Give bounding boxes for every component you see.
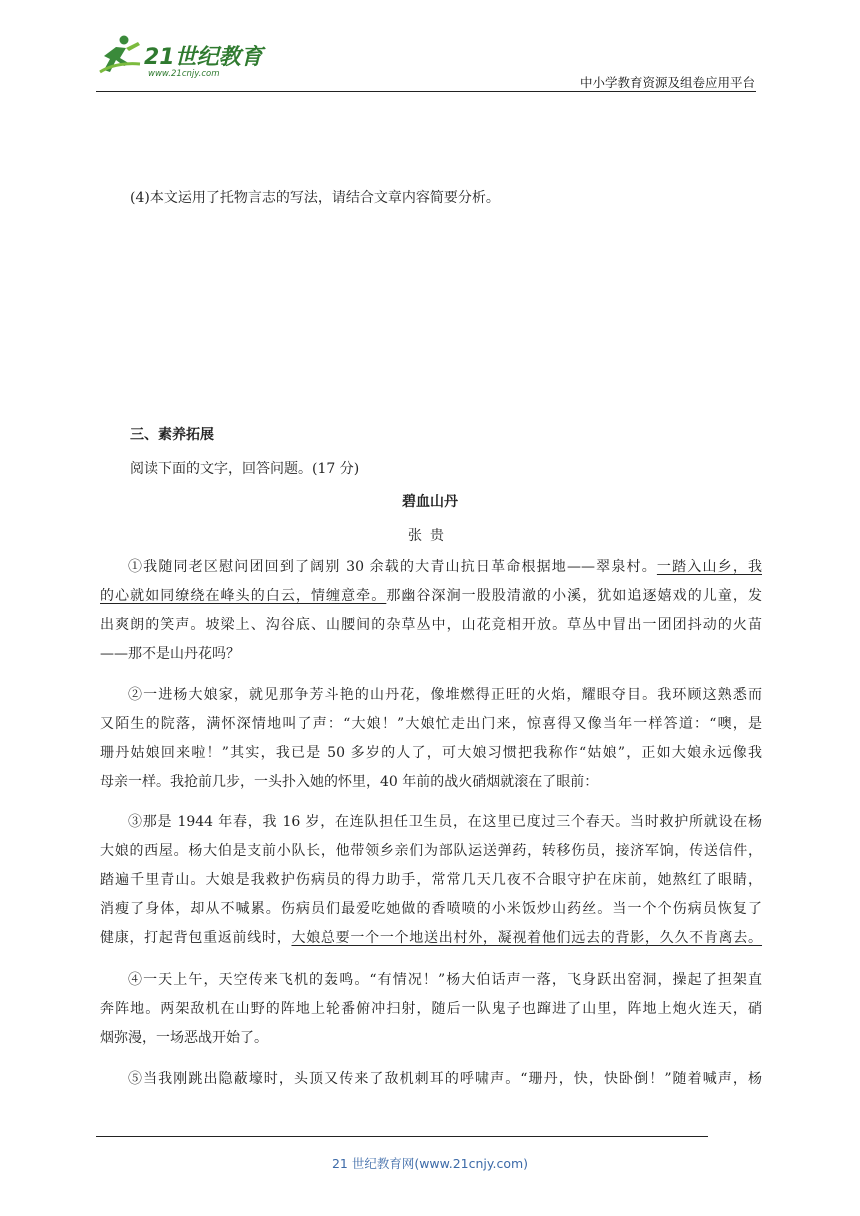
p3-line: ③那是 1944 年春，我 16 岁，在连队担任卫生员，在这里已度过三个春天。当时救护所就设在杨 <box>128 814 762 830</box>
p2-line: ②一进杨大娘家，就见那争芳斗艳的山丹花，像堆燃得正旺的火焰，耀眼夺目。我环顾这熟悉而 <box>128 687 762 703</box>
p1-line: 出爽朗的笑声。坡梁上、沟谷底、山腰间的杂草丛中，山花竞相开放。草丛中冒出一团团抖动的火苗 <box>100 617 762 633</box>
p1-line: ——那不是山丹花吗？ <box>100 646 240 662</box>
p3-underlined-sentence: 大娘总要一个一个地送出村外，凝视着他们远去的背影，久久不肯离去。 <box>291 930 763 946</box>
article-author: 张贵 <box>408 528 452 544</box>
header-divider <box>96 91 756 92</box>
p1-text: ①我随同老区慰问团回到了阔别 30 余载的大青山抗日革命根据地——翠泉村。 <box>128 559 657 575</box>
p5-line: ⑤当我刚跳出隐蔽壕时，头顶又传来了敌机刺耳的呼啸声。“珊丹，快，快卧倒！”随着喊声，杨 <box>128 1071 762 1087</box>
paragraph-1 <box>100 553 762 669</box>
footer-divider <box>96 1136 708 1137</box>
runner-logo-icon <box>96 34 266 80</box>
section-instructions: 阅读下面的文字，回答问题。(17 分) <box>130 461 360 477</box>
p2-line: 母亲一样。我抢前几步，一头扑入她的怀里，40 年前的战火硝烟就滚在了眼前： <box>100 774 599 790</box>
page-header <box>0 0 860 100</box>
paragraph-5 <box>100 1065 762 1094</box>
paragraph-3 <box>100 808 762 953</box>
footer-link[interactable]: 21 世纪教育网(www.21cnjy.com) <box>331 1156 529 1171</box>
p1-underlined-sentence-cont: 的心就如同缭绕在峰头的白云，情缠意牵。 <box>100 588 387 604</box>
p2-line: 又陌生的院落，满怀深情地叫了声：“大娘！”大娘忙走出门来，惊喜得又像当年一样答道：“噢，是 <box>100 716 762 732</box>
question-4: (4)本文运用了托物言志的写法，请结合文章内容简要分析。 <box>130 190 500 206</box>
p1-text: 那幽谷深涧一股股清澈的小溪，犹如追逐嬉戏的儿童，发 <box>386 588 763 604</box>
p3-line: 消瘦了身体，却从不喊累。伤病员们最爱吃她做的香喷喷的小米饭炒山药丝。当一个个伤病员恢复了 <box>100 901 762 917</box>
p2-line: 珊丹姑娘回来啦！”其实，我已是 50 多岁的人了，可大娘习惯把我称作“姑娘”，正如大娘永远像我 <box>100 745 762 761</box>
logo-url: www.21cnjy.com <box>148 69 220 79</box>
p3-line: 大娘的西屋。杨大伯是支前小队长，他带领乡亲们为部队运送弹药，转移伤员，接济军饷，传送信件， <box>100 843 762 859</box>
article-title: 碧血山丹 <box>402 494 458 510</box>
paragraph-4 <box>100 966 762 1053</box>
p3-line: 踏遍千里青山。大娘是我救护伤病员的得力助手，常常几天几夜不合眼守护在床前，她熬红了眼睛， <box>100 872 762 888</box>
paragraph-2 <box>100 681 762 797</box>
site-logo[interactable] <box>96 34 266 80</box>
p4-line: ④一天上午，天空传来飞机的轰鸣。“有情况！”杨大伯话声一落，飞身跃出窑洞，操起了担架直 <box>128 972 762 988</box>
p3-text: 健康，打起背包重返前线时， <box>100 930 292 946</box>
platform-name: 中小学教育资源及组卷应用平台 <box>579 75 755 90</box>
p4-line: 奔阵地。两架敌机在山野的阵地上轮番俯冲扫射，随后一队鬼子也蹿进了山里，阵地上炮火连天，硝 <box>100 1001 762 1017</box>
p1-underlined-sentence: 一踏入山乡，我 <box>656 559 762 575</box>
p4-line: 烟弥漫，一场恶战开始了。 <box>100 1030 268 1046</box>
section-heading: 三、素养拓展 <box>130 427 214 443</box>
logo-wordmark: 21世纪教育 <box>144 45 263 70</box>
